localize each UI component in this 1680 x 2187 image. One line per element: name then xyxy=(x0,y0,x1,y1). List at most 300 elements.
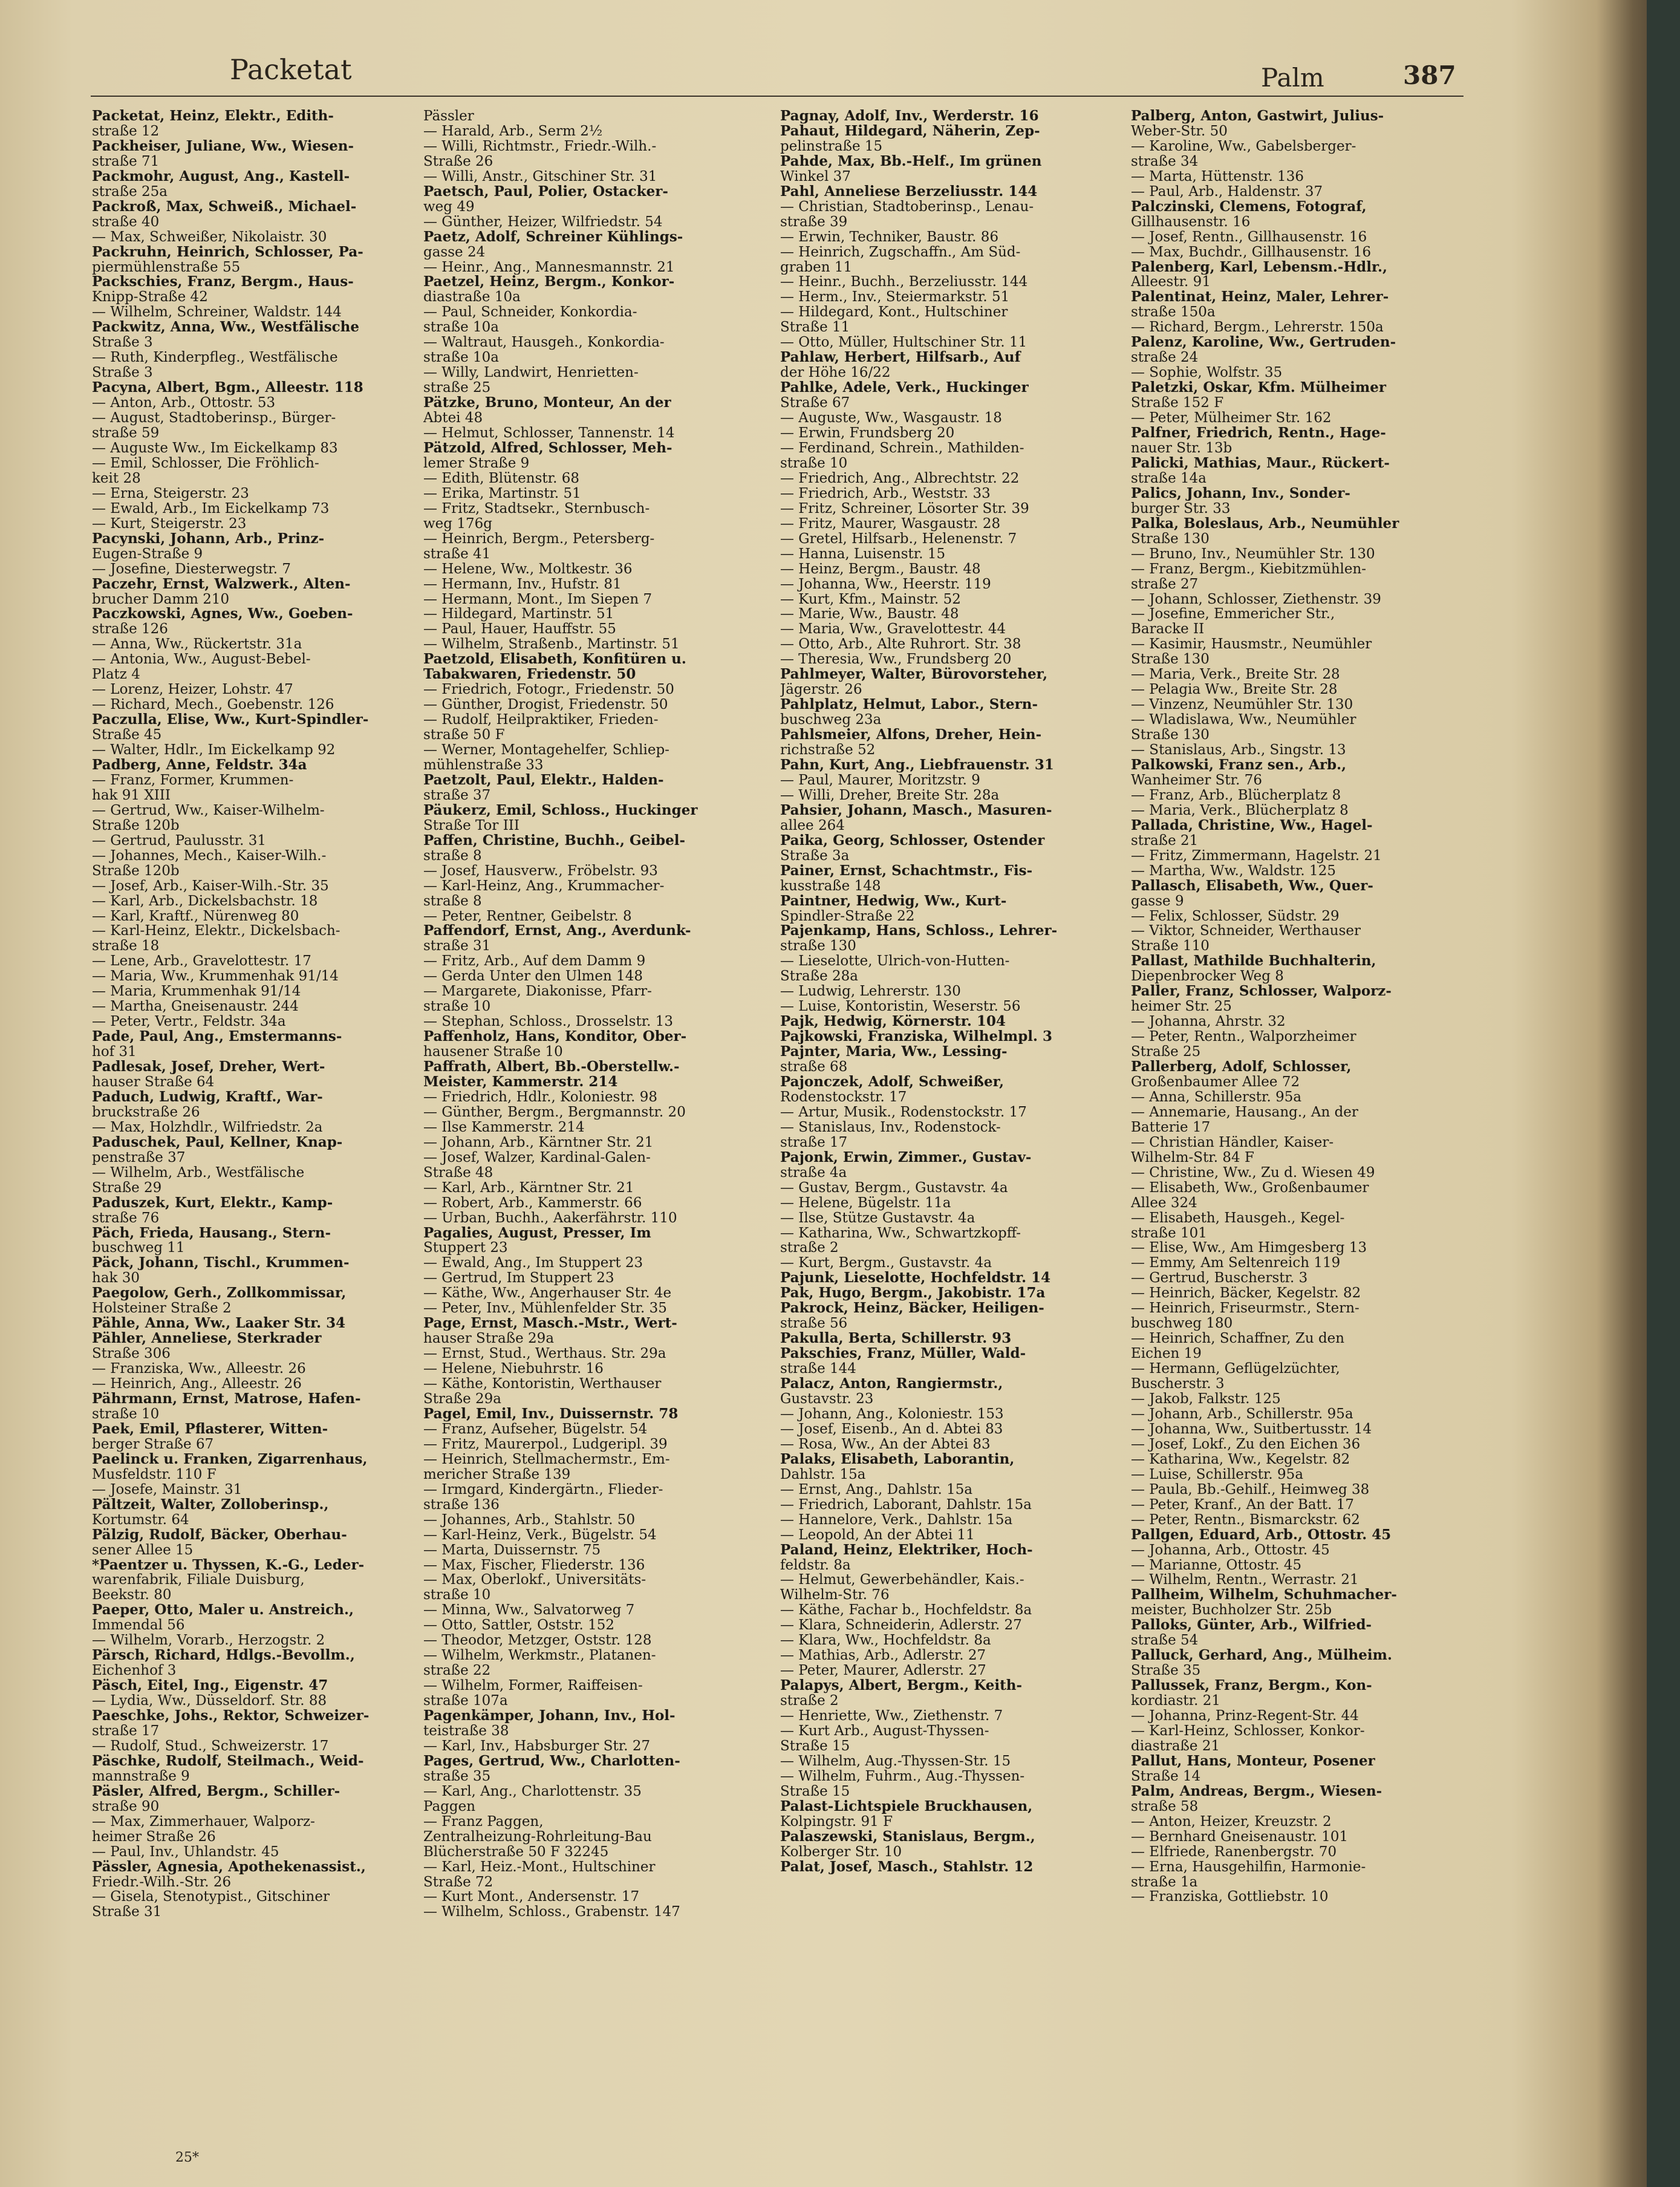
directory-line: Pallada, Christine, Ww., Hagel- xyxy=(1131,818,1373,833)
directory-line: — Heinrich, Ang., Alleestr. 26 xyxy=(92,1377,302,1392)
directory-line: Friedr.-Wilh.-Str. 26 xyxy=(92,1874,232,1890)
directory-line: — Fritz, Zimmermann, Hagelstr. 21 xyxy=(1131,848,1382,864)
directory-line: — Richard, Bergm., Lehrerstr. 150a xyxy=(1131,320,1384,336)
book-edge xyxy=(1647,0,1680,2187)
directory-line: — Hermann, Geflügelzüchter, xyxy=(1131,1361,1340,1377)
directory-line: hak 30 xyxy=(92,1271,140,1286)
directory-line: straße 8 xyxy=(423,893,482,909)
directory-line: Palaszewski, Stanislaus, Bergm., xyxy=(780,1829,1035,1845)
directory-line: — Franz, Bergm., Kiebitzmühlen- xyxy=(1131,561,1367,577)
directory-line: — Willi, Dreher, Breite Str. 28a xyxy=(780,787,1000,803)
directory-line: Palka, Boleslaus, Arb., Neumühler xyxy=(1131,516,1399,532)
directory-line: — Karl, Inv., Habsburger Str. 27 xyxy=(423,1738,651,1754)
directory-line: bruckstraße 26 xyxy=(92,1104,200,1120)
directory-line: Pakulla, Berta, Schillerstr. 93 xyxy=(780,1331,1012,1347)
directory-line: graben 11 xyxy=(780,259,853,275)
directory-line: Paelinck u. Franken, Zigarrenhaus, xyxy=(92,1452,368,1467)
directory-line: — Franz, Aufseher, Bügelstr. 54 xyxy=(423,1421,648,1437)
running-head-first-entry: Packetat xyxy=(230,53,352,86)
directory-line: — Peter, Rentn., Walporzheimer xyxy=(1131,1029,1356,1045)
directory-line: — Leopold, An der Abtei 11 xyxy=(780,1527,975,1543)
directory-line: Batterie 17 xyxy=(1131,1120,1211,1135)
directory-line: straße 150a xyxy=(1131,305,1216,321)
directory-line: — Gisela, Stenotypist., Gitschiner xyxy=(92,1889,330,1905)
directory-line: — Hermann, Inv., Hufstr. 81 xyxy=(423,576,622,592)
directory-line: heimer Straße 26 xyxy=(92,1829,216,1845)
directory-line: Abtei 48 xyxy=(423,411,483,426)
directory-line: — Pelagia Ww., Breite Str. 28 xyxy=(1131,682,1338,698)
directory-line: warenfabrik, Filiale Duisburg, xyxy=(92,1573,305,1588)
directory-line: — Heinr., Buchh., Berzeliusstr. 144 xyxy=(780,275,1028,290)
directory-line: Straße 130 xyxy=(1131,531,1210,547)
directory-line: — Viktor, Schneider, Werthauser xyxy=(1131,924,1361,939)
directory-line: — Peter, Vertr., Feldstr. 34a xyxy=(92,1014,286,1030)
directory-line: — Karl, Arb., Dickelsbachstr. 18 xyxy=(92,893,318,909)
directory-line: Straße 67 xyxy=(780,396,850,411)
directory-line: — Rudolf, Heilpraktiker, Frieden- xyxy=(423,712,659,728)
directory-line: Paffenholz, Hans, Konditor, Ober- xyxy=(423,1029,687,1045)
directory-line: — Johann, Arb., Kärntner Str. 21 xyxy=(423,1135,654,1150)
directory-line: Pajnter, Maria, Ww., Lessing- xyxy=(780,1045,1008,1060)
directory-line: — Maria, Verk., Breite Str. 28 xyxy=(1131,667,1340,683)
directory-line: Paduch, Ludwig, Kraftf., War- xyxy=(92,1089,323,1105)
directory-line: — Erna, Steigerstr. 23 xyxy=(92,486,249,501)
header-rule xyxy=(91,96,1463,97)
directory-line: — Paul, Inv., Uhlandstr. 45 xyxy=(92,1844,279,1860)
directory-line: Pältzeit, Walter, Zolloberinsp., xyxy=(92,1497,329,1513)
directory-line: — Elfriede, Ranenbergstr. 70 xyxy=(1131,1844,1337,1860)
directory-line: straße 10 xyxy=(423,1588,491,1603)
directory-line: — Friedrich, Laborant, Dahlstr. 15a xyxy=(780,1497,1032,1513)
directory-line: Pahsier, Johann, Masch., Masuren- xyxy=(780,803,1052,818)
directory-line: Packwitz, Anna, Ww., Westfälische xyxy=(92,320,360,336)
directory-line: — Walter, Hdlr., Im Eickelkamp 92 xyxy=(92,743,336,758)
directory-line: straße 2 xyxy=(780,1240,839,1256)
directory-line: — Max, Holzhdlr., Wilfriedstr. 2a xyxy=(92,1120,323,1135)
directory-line: mannstraße 9 xyxy=(92,1768,190,1784)
directory-line: — Richard, Mech., Goebenstr. 126 xyxy=(92,697,334,713)
directory-line: Painer, Ernst, Schachtmstr., Fis- xyxy=(780,863,1033,879)
directory-line: Pade, Paul, Ang., Emstermanns- xyxy=(92,1029,342,1045)
directory-line: Paetzolt, Paul, Elektr., Halden- xyxy=(423,772,664,788)
directory-line: — Otto, Sattler, Oststr. 152 xyxy=(423,1618,615,1634)
directory-line: Palics, Johann, Inv., Sonder- xyxy=(1131,486,1350,501)
directory-line: straße 126 xyxy=(92,622,168,637)
directory-line: Paetz, Adolf, Schreiner Kühlings- xyxy=(423,229,683,245)
directory-line: — Johanna, Ahrstr. 32 xyxy=(1131,1014,1286,1030)
directory-line: Paetzold, Elisabeth, Konfitüren u. xyxy=(423,652,686,668)
directory-line: Pahlke, Adele, Verk., Huckinger xyxy=(780,380,1029,396)
directory-line: Palapys, Albert, Bergm., Keith- xyxy=(780,1678,1023,1694)
directory-line: Pajonczek, Adolf, Schweißer, xyxy=(780,1075,1004,1090)
directory-line: — Christine, Ww., Zu d. Wiesen 49 xyxy=(1131,1165,1375,1181)
column-2 xyxy=(423,109,738,1920)
directory-line: Diepenbrocker Weg 8 xyxy=(1131,969,1284,985)
directory-line: burger Str. 33 xyxy=(1131,501,1231,517)
directory-line: — Paul, Schneider, Konkordia- xyxy=(423,305,637,321)
directory-line: — Martha, Gneisenaustr. 244 xyxy=(92,999,299,1015)
directory-line: straße 31 xyxy=(423,939,491,954)
directory-line: — Ewald, Ang., Im Stuppert 23 xyxy=(423,1256,643,1271)
directory-line: Pahaut, Hildegard, Näherin, Zep- xyxy=(780,123,1040,139)
directory-line: — Peter, Rentn., Bismarckstr. 62 xyxy=(1131,1512,1360,1528)
directory-line: — Luise, Kontoristin, Weserstr. 56 xyxy=(780,999,1021,1015)
directory-line: Palenz, Karoline, Ww., Gertruden- xyxy=(1131,335,1396,351)
directory-line: Spindler-Straße 22 xyxy=(780,908,915,924)
directory-line: — Helmut, Schlosser, Tannenstr. 14 xyxy=(423,426,675,441)
directory-line: Immendal 56 xyxy=(92,1618,185,1634)
directory-line: feldstr. 8a xyxy=(780,1557,851,1573)
directory-line: straße 17 xyxy=(92,1723,160,1739)
directory-line: Straße 3 xyxy=(92,365,153,381)
directory-line: — Wilhelm, Rentn., Werrastr. 21 xyxy=(1131,1573,1359,1588)
directory-line: — Wilhelm, Schloss., Grabenstr. 147 xyxy=(423,1905,680,1920)
directory-line: straße 39 xyxy=(780,214,848,230)
directory-line: — Rudolf, Stud., Schweizerstr. 17 xyxy=(92,1738,329,1754)
directory-line: Paintner, Hedwig, Ww., Kurt- xyxy=(780,893,1007,909)
directory-line: — Karl-Heinz, Schlosser, Konkor- xyxy=(1131,1723,1365,1739)
directory-line: Alleestr. 91 xyxy=(1131,275,1211,290)
directory-line: — Anton, Heizer, Kreuzstr. 2 xyxy=(1131,1814,1332,1830)
directory-line: — Paul, Arb., Haldenstr. 37 xyxy=(1131,184,1323,200)
directory-line: Wilhelm-Str. 84 F xyxy=(1131,1150,1254,1165)
directory-line: Palenberg, Karl, Lebensm.-Hdlr., xyxy=(1131,259,1388,275)
directory-line: — Peter, Maurer, Adlerstr. 27 xyxy=(780,1663,986,1679)
directory-line: Straße 130 xyxy=(1131,652,1210,668)
directory-line: — Theodor, Metzger, Oststr. 128 xyxy=(423,1633,652,1649)
directory-line: Pakrock, Heinz, Bäcker, Heiligen- xyxy=(780,1301,1044,1317)
directory-line: Paggen xyxy=(423,1799,476,1814)
directory-line: diastraße 21 xyxy=(1131,1738,1220,1754)
directory-line: straße 41 xyxy=(423,546,491,562)
directory-line: — Wladislawa, Ww., Neumühler xyxy=(1131,712,1356,728)
directory-line: weg 176g xyxy=(423,516,492,532)
directory-line: — Hildegard, Martinstr. 51 xyxy=(423,607,614,622)
directory-line: — Josef, Rentn., Gillhausenstr. 16 xyxy=(1131,229,1367,245)
directory-line: straße 90 xyxy=(92,1799,160,1814)
directory-line: Straße 120b xyxy=(92,818,180,833)
directory-line: Pahlmeyer, Walter, Bürovorsteher, xyxy=(780,667,1048,683)
directory-line: Paetzel, Heinz, Bergm., Konkor- xyxy=(423,275,675,290)
directory-line: Paland, Heinz, Elektriker, Hoch- xyxy=(780,1542,1033,1558)
directory-line: Straße 3 xyxy=(92,335,153,351)
directory-line: straße 25a xyxy=(92,184,168,200)
directory-line: buschweg 180 xyxy=(1131,1316,1233,1332)
directory-line: — Minna, Ww., Salvatorweg 7 xyxy=(423,1603,635,1618)
directory-line: Pähler, Anneliese, Sterkrader xyxy=(92,1331,322,1347)
directory-line: — Josefine, Emmericher Str., xyxy=(1131,607,1335,622)
directory-line: Pahde, Max, Bb.-Helf., Im grünen xyxy=(780,154,1042,169)
directory-line: berger Straße 67 xyxy=(92,1436,214,1452)
directory-line: — Mathias, Arb., Adlerstr. 27 xyxy=(780,1648,986,1664)
directory-line: Holsteiner Straße 2 xyxy=(92,1301,232,1317)
directory-line: Kolberger Str. 10 xyxy=(780,1844,902,1860)
directory-line: — Erwin, Techniker, Baustr. 86 xyxy=(780,229,999,245)
directory-line: — Gretel, Hilfsarb., Helenenstr. 7 xyxy=(780,531,1017,547)
directory-line: Straße 72 xyxy=(423,1874,493,1890)
directory-line: gasse 9 xyxy=(1131,893,1184,909)
directory-line: — Franz Paggen, xyxy=(423,1814,544,1830)
directory-line: — Karoline, Ww., Gabelsberger- xyxy=(1131,139,1356,154)
directory-line: straße 17 xyxy=(780,1135,848,1150)
directory-line: — Margarete, Diakonisse, Pfarr- xyxy=(423,984,652,1000)
directory-line: straße 54 xyxy=(1131,1633,1199,1649)
directory-line: — Fritz, Schreiner, Lösorter Str. 39 xyxy=(780,501,1029,517)
directory-line: — Friedrich, Hdlr., Koloniestr. 98 xyxy=(423,1089,657,1105)
directory-line: Palacz, Anton, Rangiermstr., xyxy=(780,1377,1003,1392)
directory-line: Straße 48 xyxy=(423,1165,493,1181)
directory-line: pelinstraße 15 xyxy=(780,139,883,154)
directory-line: Paffen, Christine, Buchh., Geibel- xyxy=(423,833,686,849)
directory-line: — Jakob, Falkstr. 125 xyxy=(1131,1392,1281,1407)
directory-line: Pätzold, Alfred, Schlosser, Meh- xyxy=(423,440,672,456)
directory-line: — Ferdinand, Schrein., Mathilden- xyxy=(780,440,1024,456)
directory-line: — Anna, Ww., Rückertstr. 31a xyxy=(92,637,302,653)
directory-line: Palluck, Gerhard, Ang., Mülheim. xyxy=(1131,1648,1392,1664)
directory-line: — Urban, Buchh., Aakerfährstr. 110 xyxy=(423,1210,677,1226)
directory-line: Packmohr, August, Ang., Kastell- xyxy=(92,169,350,184)
directory-line: — Josef, Walzer, Kardinal-Galen- xyxy=(423,1150,651,1165)
directory-line: Pahlaw, Herbert, Hilfsarb., Auf xyxy=(780,350,1021,366)
directory-line: — Emmy, Am Seltenreich 119 xyxy=(1131,1256,1341,1271)
directory-line: — Otto, Müller, Hultschiner Str. 11 xyxy=(780,335,1027,351)
directory-line: — Emil, Schlosser, Die Fröhlich- xyxy=(92,455,319,471)
directory-line: — Johanna, Arb., Ottostr. 45 xyxy=(1131,1542,1330,1558)
directory-line: Pässler xyxy=(423,109,474,124)
directory-line: — Klara, Ww., Hochfeldstr. 8a xyxy=(780,1633,991,1649)
directory-line: straße 4a xyxy=(780,1165,847,1181)
directory-line: straße 68 xyxy=(780,1060,848,1075)
directory-line: — Lieselotte, Ulrich-von-Hutten- xyxy=(780,954,1010,970)
directory-line: straße 10a xyxy=(423,350,500,366)
directory-line: — Stanislaus, Inv., Rodenstock- xyxy=(780,1120,1001,1135)
directory-line: — Max, Fischer, Fliederstr. 136 xyxy=(423,1557,645,1573)
directory-line: — Willy, Landwirt, Henrietten- xyxy=(423,365,639,381)
directory-line: Packheiser, Juliane, Ww., Wiesen- xyxy=(92,139,354,154)
directory-line: straße 12 xyxy=(92,123,160,139)
directory-line: — Maria, Ww., Krummenhak 91/14 xyxy=(92,969,339,985)
directory-line: — Johanna, Ww., Heerstr. 119 xyxy=(780,576,991,592)
directory-line: — Gerda Unter den Ulmen 148 xyxy=(423,969,643,985)
directory-line: penstraße 37 xyxy=(92,1150,186,1165)
directory-line: — Irmgard, Kindergärtn., Flieder- xyxy=(423,1482,663,1498)
directory-line: — Peter, Kranf., An der Batt. 17 xyxy=(1131,1497,1354,1513)
directory-line: Pacyna, Albert, Bgm., Alleestr. 118 xyxy=(92,380,363,396)
directory-line: — Johann, Ang., Koloniestr. 153 xyxy=(780,1406,1004,1422)
directory-line: — Gertrud, Ww., Kaiser-Wilhelm- xyxy=(92,803,325,818)
directory-line: *Paentzer u. Thyssen, K.-G., Leder- xyxy=(92,1557,365,1573)
directory-line: Pakschies, Franz, Müller, Wald- xyxy=(780,1346,1026,1362)
directory-line: Päch, Frieda, Hausang., Stern- xyxy=(92,1225,331,1241)
directory-line: — Gertrud, Im Stuppert 23 xyxy=(423,1271,614,1286)
directory-line: straße 37 xyxy=(423,787,491,803)
directory-line: straße 34 xyxy=(1131,154,1199,169)
directory-line: — Josef, Lokf., Zu den Eichen 36 xyxy=(1131,1436,1361,1452)
directory-line: Straße 35 xyxy=(1131,1663,1201,1679)
page-number: 387 xyxy=(1403,60,1456,90)
directory-line: — Otto, Arb., Alte Ruhrort. Str. 38 xyxy=(780,637,1021,653)
directory-line: Musfeldstr. 110 F xyxy=(92,1467,217,1482)
directory-line: — Josef, Hausverw., Fröbelstr. 93 xyxy=(423,863,658,879)
directory-line: straße 10 xyxy=(780,455,848,471)
directory-line: — Elisabeth, Ww., Großenbaumer xyxy=(1131,1180,1369,1196)
directory-line: — Friedrich, Fotogr., Friedenstr. 50 xyxy=(423,682,674,698)
directory-line: Tabakwaren, Friedenstr. 50 xyxy=(423,667,636,683)
directory-line: straße 8 xyxy=(423,848,482,864)
directory-line: Paeper, Otto, Maler u. Anstreich., xyxy=(92,1603,354,1618)
column-1 xyxy=(92,109,406,1920)
directory-line: Paegolow, Gerh., Zollkommissar, xyxy=(92,1286,347,1302)
directory-line: straße 144 xyxy=(780,1361,856,1377)
directory-line: Paller, Franz, Schlosser, Walporz- xyxy=(1131,984,1392,1000)
directory-line: — Heinrich, Bergm., Petersberg- xyxy=(423,531,655,547)
directory-line: hausener Straße 10 xyxy=(423,1045,563,1060)
directory-line: Pallerberg, Adolf, Schlosser, xyxy=(1131,1060,1352,1075)
directory-line: Page, Ernst, Masch.-Mstr., Wert- xyxy=(423,1316,677,1332)
directory-line: Pajunk, Lieselotte, Hochfeldstr. 14 xyxy=(780,1271,1051,1286)
directory-line: — Waltraut, Hausgeh., Konkordia- xyxy=(423,335,665,351)
directory-line: — Gertrud, Paulusstr. 31 xyxy=(92,833,267,849)
directory-line: — Ernst, Stud., Werthaus. Str. 29a xyxy=(423,1346,666,1362)
directory-line: Paczulla, Elise, Ww., Kurt-Spindler- xyxy=(92,712,369,728)
directory-line: piermühlenstraße 55 xyxy=(92,259,241,275)
directory-line: — Friedrich, Ang., Albrechtstr. 22 xyxy=(780,471,1020,486)
directory-line: — Luise, Schillerstr. 95a xyxy=(1131,1467,1304,1482)
directory-line: — Günther, Bergm., Bergmannstr. 20 xyxy=(423,1104,686,1120)
directory-line: — Willi, Anstr., Gitschiner Str. 31 xyxy=(423,169,657,184)
directory-line: Stuppert 23 xyxy=(423,1240,508,1256)
directory-line: — Lydia, Ww., Düsseldorf. Str. 88 xyxy=(92,1693,327,1709)
directory-line: — Johanna, Prinz-Regent-Str. 44 xyxy=(1131,1709,1359,1724)
directory-line: straße 21 xyxy=(1131,833,1199,849)
directory-line: Eugen-Straße 9 xyxy=(92,546,203,562)
directory-line: — Marie, Ww., Baustr. 48 xyxy=(780,607,959,622)
directory-line: — Josefine, Diesterwegstr. 7 xyxy=(92,561,291,577)
directory-line: Palloks, Günter, Arb., Wilfried- xyxy=(1131,1618,1372,1634)
directory-line: — Wilhelm, Fuhrm., Aug.-Thyssen- xyxy=(780,1768,1025,1784)
directory-line: — Heinrich, Friseurmstr., Stern- xyxy=(1131,1301,1359,1317)
directory-line: — Paul, Maurer, Moritzstr. 9 xyxy=(780,772,980,788)
directory-line: — Karl-Heinz, Elektr., Dickelsbach- xyxy=(92,924,340,939)
directory-line: Pallheim, Wilhelm, Schuhmacher- xyxy=(1131,1588,1397,1603)
directory-line: — Kasimir, Hausmstr., Neumühler xyxy=(1131,637,1372,653)
directory-line: — Josef, Arb., Kaiser-Wilh.-Str. 35 xyxy=(92,878,329,894)
directory-line: — Maria, Verk., Blücherplatz 8 xyxy=(1131,803,1349,818)
directory-line: mühlenstraße 33 xyxy=(423,757,544,773)
directory-line: Pallast, Mathilde Buchhalterin, xyxy=(1131,954,1376,970)
directory-line: Jägerstr. 26 xyxy=(780,682,862,698)
directory-line: Packetat, Heinz, Elektr., Edith- xyxy=(92,109,334,124)
directory-line: brucher Damm 210 xyxy=(92,592,230,607)
directory-line: hauser Straße 29a xyxy=(423,1331,555,1347)
directory-line: — Fritz, Maurer, Wasgaustr. 28 xyxy=(780,516,1001,532)
directory-line: mericher Straße 139 xyxy=(423,1467,571,1482)
directory-line: richstraße 52 xyxy=(780,743,876,758)
directory-line: gasse 24 xyxy=(423,244,486,260)
directory-line: diastraße 10a xyxy=(423,290,521,305)
directory-line: straße 58 xyxy=(1131,1799,1199,1814)
directory-line: Paffrath, Albert, Bb.-Oberstellw.- xyxy=(423,1060,680,1075)
directory-line: Pagenkämper, Johann, Inv., Hol- xyxy=(423,1709,676,1724)
directory-line: Palast-Lichtspiele Bruckhausen, xyxy=(780,1799,1033,1814)
directory-line: — Kurt Mont., Andersenstr. 17 xyxy=(423,1889,640,1905)
directory-line: — Hannelore, Verk., Dahlstr. 15a xyxy=(780,1512,1013,1528)
directory-line: Weber-Str. 50 xyxy=(1131,123,1228,139)
directory-line: — Peter, Mülheimer Str. 162 xyxy=(1131,411,1332,426)
directory-line: hauser Straße 64 xyxy=(92,1075,215,1090)
directory-line: Straße 120b xyxy=(92,863,180,879)
directory-line: Straße 45 xyxy=(92,728,162,743)
directory-line: — Hanna, Luisenstr. 15 xyxy=(780,546,946,562)
directory-line: Pajkowski, Franziska, Wilhelmpl. 3 xyxy=(780,1029,1053,1045)
directory-line: straße 101 xyxy=(1131,1225,1207,1241)
directory-line: Allee 324 xyxy=(1131,1195,1197,1211)
directory-line: straße 59 xyxy=(92,426,160,441)
directory-line: Gustavstr. 23 xyxy=(780,1392,874,1407)
directory-line: — Ilse, Stütze Gustavstr. 4a xyxy=(780,1210,975,1226)
directory-line: — Anton, Arb., Ottostr. 53 xyxy=(92,396,276,411)
directory-line: Palczinski, Clemens, Fotograf, xyxy=(1131,199,1367,215)
directory-line: Platz 4 xyxy=(92,667,140,683)
directory-line: Gillhausenstr. 16 xyxy=(1131,214,1251,230)
directory-line: Pagalies, August, Presser, Im xyxy=(423,1225,651,1241)
directory-line: — Helene, Niebuhrstr. 16 xyxy=(423,1361,604,1377)
directory-line: — Karl, Kraftf., Nürenweg 80 xyxy=(92,908,299,924)
directory-line: Großenbaumer Allee 72 xyxy=(1131,1075,1300,1090)
directory-line: Rodenstockstr. 17 xyxy=(780,1089,907,1105)
directory-line: Pärsch, Richard, Hdlgs.-Bevollm., xyxy=(92,1648,355,1664)
directory-line: — Rosa, Ww., An der Abtei 83 xyxy=(780,1436,991,1452)
directory-line: straße 10 xyxy=(423,999,491,1015)
directory-line: — Robert, Arb., Kammerstr. 66 xyxy=(423,1195,642,1211)
directory-line: Kolpingstr. 91 F xyxy=(780,1814,893,1830)
directory-line: Pährmann, Ernst, Matrose, Hafen- xyxy=(92,1392,361,1407)
directory-line: Palentinat, Heinz, Maler, Lehrer- xyxy=(1131,290,1389,305)
directory-line: straße 14a xyxy=(1131,471,1207,486)
directory-line: — Ruth, Kinderpfleg., Westfälische xyxy=(92,350,338,366)
directory-line: Straße 15 xyxy=(780,1784,850,1799)
directory-line: — Karl, Ang., Charlottenstr. 35 xyxy=(423,1784,642,1799)
directory-line: straße 71 xyxy=(92,154,160,169)
directory-line: Pajonk, Erwin, Zimmer., Gustav- xyxy=(780,1150,1032,1165)
directory-line: Straße 26 xyxy=(423,154,493,169)
directory-line: Wanheimer Str. 76 xyxy=(1131,772,1263,788)
directory-line: — Wilhelm, Aug.-Thyssen-Str. 15 xyxy=(780,1753,1011,1769)
directory-line: — Helmut, Gewerbehändler, Kais.- xyxy=(780,1573,1024,1588)
directory-line: — Lene, Arb., Gravelottestr. 17 xyxy=(92,954,311,970)
directory-line: — Wilhelm, Werkmstr., Platanen- xyxy=(423,1648,656,1664)
directory-line: Eichen 19 xyxy=(1131,1346,1202,1362)
directory-line: straße 18 xyxy=(92,939,160,954)
directory-line: Paletzki, Oskar, Kfm. Mülheimer xyxy=(1131,380,1386,396)
directory-line: sener Allee 15 xyxy=(92,1542,194,1558)
directory-line: Pallussek, Franz, Bergm., Kon- xyxy=(1131,1678,1372,1694)
directory-line: — Günther, Heizer, Wilfriedstr. 54 xyxy=(423,214,663,230)
directory-line: — Franz, Arb., Blücherplatz 8 xyxy=(1131,787,1341,803)
directory-line: Paek, Emil, Pflasterer, Witten- xyxy=(92,1421,328,1437)
directory-line: kusstraße 148 xyxy=(780,878,881,894)
directory-line: — Heinr., Ang., Mannesmannstr. 21 xyxy=(423,259,675,275)
directory-line: straße 24 xyxy=(1131,350,1199,366)
directory-line: Palkowski, Franz sen., Arb., xyxy=(1131,757,1347,773)
directory-line: — Max, Schweißer, Nikolaistr. 30 xyxy=(92,229,327,245)
directory-line: straße 107a xyxy=(423,1693,508,1709)
directory-line: — Karl, Heiz.-Mont., Hultschiner xyxy=(423,1859,656,1875)
directory-line: — Kurt Arb., August-Thyssen- xyxy=(780,1723,989,1739)
directory-line: — Ernst, Ang., Dahlstr. 15a xyxy=(780,1482,973,1498)
directory-line: straße 1a xyxy=(1131,1874,1198,1890)
directory-line: — Stephan, Schloss., Drosselstr. 13 xyxy=(423,1014,674,1030)
